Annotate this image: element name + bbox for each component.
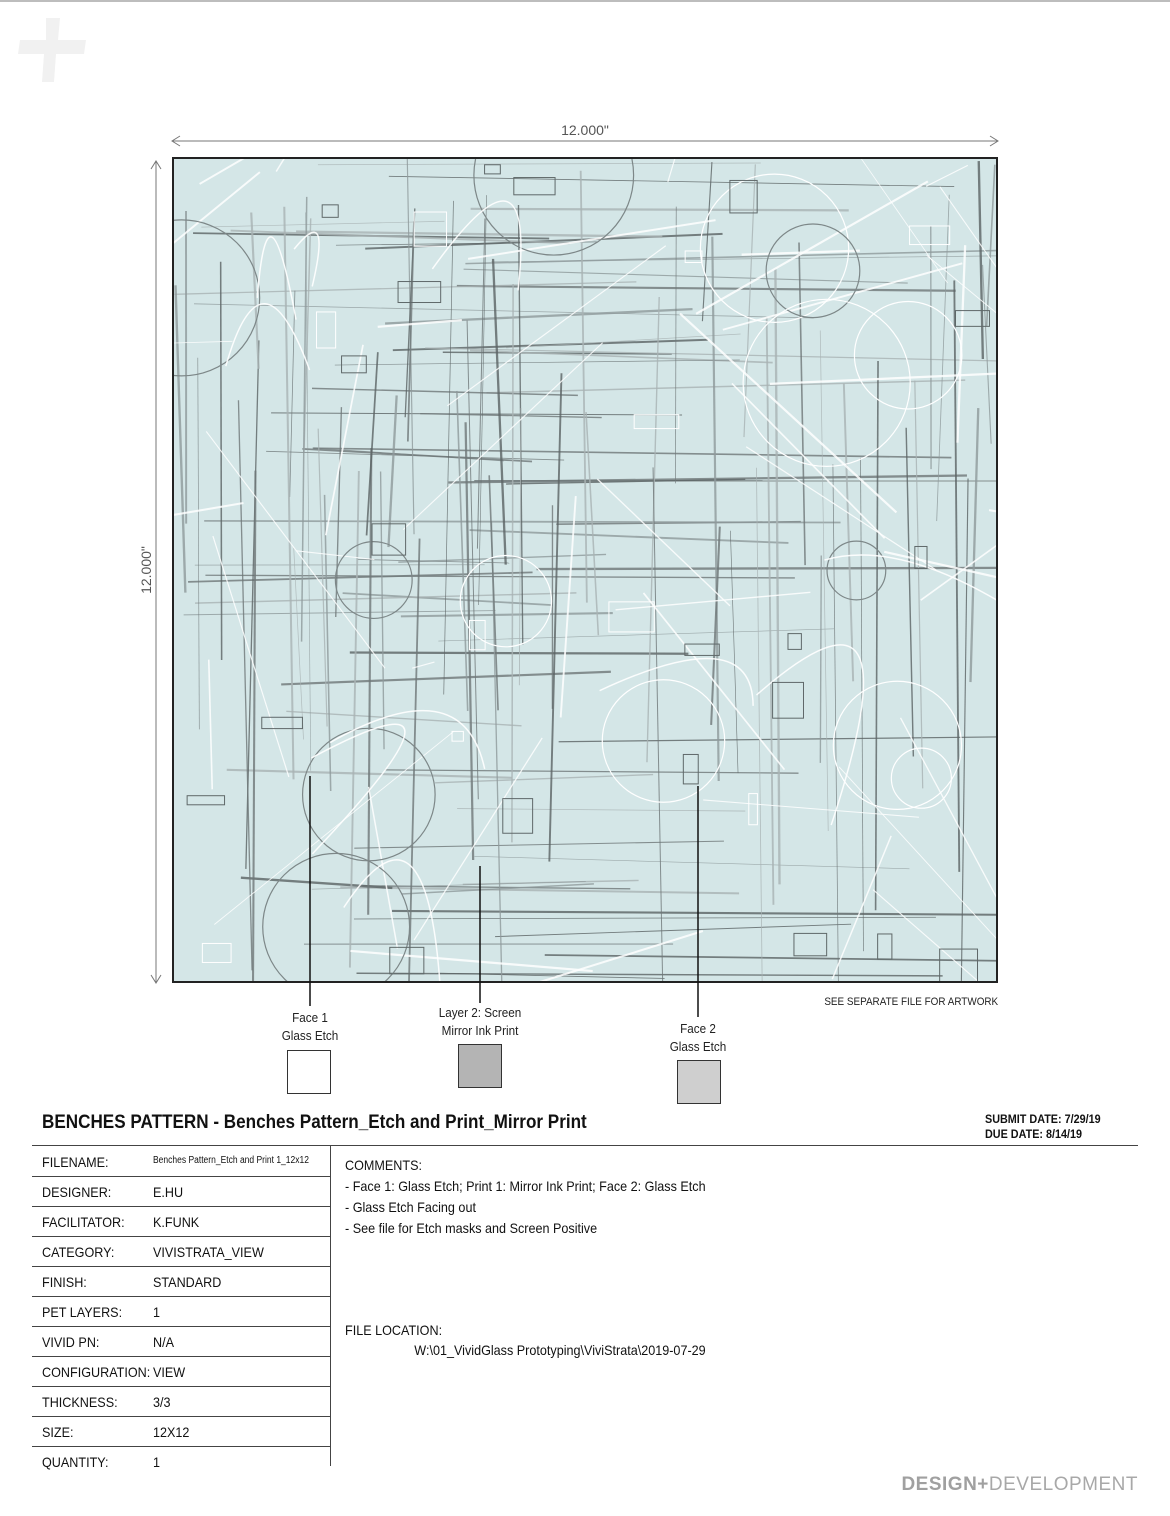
height-dimension-label: 12.000" bbox=[138, 530, 154, 610]
spec-row-finish bbox=[32, 1267, 330, 1297]
spec-row-designer bbox=[32, 1177, 330, 1207]
artwork-note: SEE SEPARATE FILE FOR ARTWORK bbox=[824, 996, 998, 1008]
spec-row-facilitator bbox=[32, 1207, 330, 1237]
spec-key: QUANTITY: bbox=[42, 1454, 109, 1470]
spec-value: VIEW bbox=[153, 1364, 186, 1380]
spec-row-thickness bbox=[32, 1387, 330, 1417]
spec-key: PET LAYERS: bbox=[42, 1304, 123, 1320]
comments-block bbox=[345, 1155, 706, 1239]
comment-line: - Glass Etch Facing out bbox=[345, 1199, 476, 1215]
comment-line: - See file for Etch masks and Screen Positive bbox=[345, 1220, 598, 1236]
layer-face-2-label bbox=[644, 1020, 752, 1056]
layer-face-1-type: Glass Etch bbox=[281, 1028, 339, 1043]
layer-face-1-title: Face 1 bbox=[292, 1010, 328, 1025]
spec-row-quantity bbox=[32, 1447, 330, 1476]
document-title: BENCHES PATTERN - Benches Pattern_Etch and Print_Mirror Print bbox=[42, 1112, 587, 1133]
spec-key: CATEGORY: bbox=[42, 1244, 115, 1260]
brand-bold: DESIGN+ bbox=[901, 1474, 989, 1495]
spec-key: THICKNESS: bbox=[42, 1394, 118, 1410]
layer-face-1-swatch bbox=[287, 1050, 331, 1094]
spec-key: FILENAME: bbox=[42, 1154, 109, 1170]
spec-row-configuration bbox=[32, 1357, 330, 1387]
width-dimension-label: 12.000" bbox=[545, 122, 625, 138]
spec-key: FACILITATOR: bbox=[42, 1214, 125, 1230]
file-location-label: FILE LOCATION: bbox=[345, 1322, 443, 1338]
spec-row-pet-layers bbox=[32, 1297, 330, 1327]
layer-2-swatch bbox=[458, 1044, 502, 1088]
brand-wordmark bbox=[901, 1474, 1138, 1496]
layer-2-type: Mirror Ink Print bbox=[441, 1023, 519, 1038]
spec-value: K.FUNK bbox=[153, 1214, 200, 1230]
spec-value: Benches Pattern_Etch and Print 1_12x12 bbox=[153, 1155, 309, 1166]
comment-line: - Face 1: Glass Etch; Print 1: Mirror Ink Print; Face 2: Glass Etch bbox=[345, 1178, 706, 1194]
plus-logo-icon bbox=[16, 18, 88, 84]
due-date: DUE DATE: 8/14/19 bbox=[985, 1127, 1083, 1141]
spec-value: E.HU bbox=[153, 1184, 184, 1200]
spec-value: STANDARD bbox=[153, 1274, 222, 1290]
layer-face-1-label bbox=[256, 1009, 364, 1045]
spec-row-vivid-pn bbox=[32, 1327, 330, 1357]
spec-key: CONFIGURATION: bbox=[42, 1364, 151, 1380]
column-divider bbox=[330, 1146, 331, 1466]
artwork-pattern bbox=[174, 159, 996, 981]
spec-key: SIZE: bbox=[42, 1424, 74, 1440]
spec-row-category bbox=[32, 1237, 330, 1267]
spec-value: N/A bbox=[153, 1334, 175, 1350]
artwork-panel bbox=[172, 157, 998, 983]
spec-value: 12X12 bbox=[153, 1424, 190, 1440]
top-border bbox=[0, 0, 1170, 2]
spec-key: FINISH: bbox=[42, 1274, 87, 1290]
comments-label: COMMENTS: bbox=[345, 1157, 423, 1173]
submit-date: SUBMIT DATE: 7/29/19 bbox=[985, 1112, 1101, 1126]
layer-2-label bbox=[417, 1004, 543, 1040]
spec-key: DESIGNER: bbox=[42, 1184, 112, 1200]
layer-face-2-type: Glass Etch bbox=[669, 1039, 727, 1054]
spec-value: 1 bbox=[153, 1454, 161, 1470]
spec-value: 3/3 bbox=[153, 1394, 171, 1410]
title-divider bbox=[32, 1145, 1138, 1146]
specs-table bbox=[32, 1147, 330, 1476]
spec-row-size bbox=[32, 1417, 330, 1447]
file-location-path: W:\01_VividGlass Prototyping\ViviStrata\2019-07-29 bbox=[414, 1342, 706, 1358]
layer-face-2-title: Face 2 bbox=[680, 1021, 716, 1036]
layer-2-title: Layer 2: Screen bbox=[438, 1005, 522, 1020]
file-location-block bbox=[345, 1320, 706, 1360]
spec-row-filename bbox=[32, 1147, 330, 1177]
dates-block bbox=[985, 1112, 1101, 1142]
spec-key: VIVID PN: bbox=[42, 1334, 100, 1350]
layer-face-2-swatch bbox=[677, 1060, 721, 1104]
spec-value: VIVISTRATA_VIEW bbox=[153, 1244, 264, 1260]
spec-value: 1 bbox=[153, 1304, 161, 1320]
brand-light: DEVELOPMENT bbox=[988, 1474, 1138, 1495]
